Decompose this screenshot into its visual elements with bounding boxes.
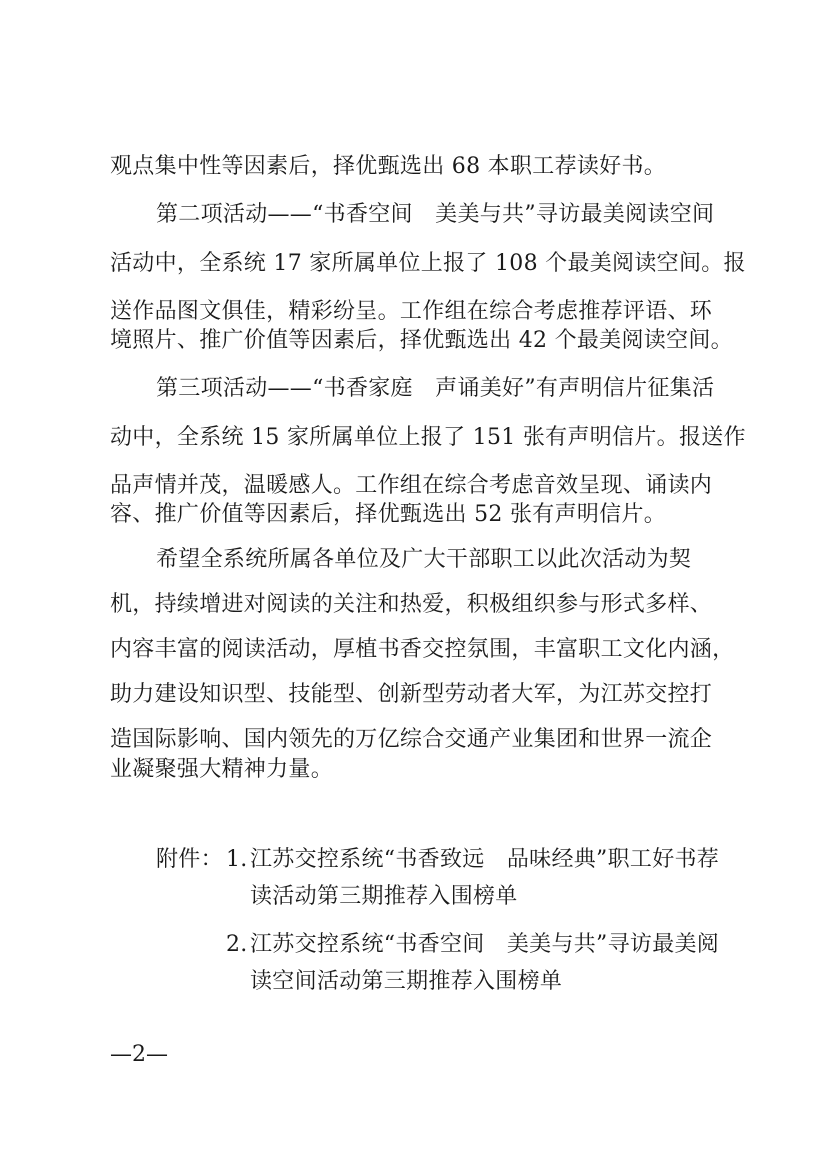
paragraph-line: 内容丰富的阅读活动，厚植书香交控氛围，丰富职工文化内涵， (110, 637, 735, 662)
attachment-number: 1. (226, 847, 248, 872)
paragraph-line: 活动中，全系统 17 家所属单位上报了 108 个最美阅读空间。报 (110, 251, 746, 276)
paragraph-line: 境照片、推广价值等因素后，择优甄选出 42 个最美阅读空间。 (110, 328, 733, 353)
paragraph-line: 造国际影响、国内领先的万亿综合交通产业集团和世界一流企 (110, 727, 713, 752)
paragraph-line: 机，持续增进对阅读的关注和热爱，积极组织参与形式多样、 (110, 592, 713, 617)
paragraph-line: 第二项活动——“书香空间 美美与共”寻访最美阅读空间 (156, 202, 715, 227)
paragraph-line: 希望全系统所属各单位及广大干部职工以此次活动为契 (156, 547, 692, 572)
paragraph-line: 第三项活动——“书香家庭 声诵美好”有声明信片征集活 (156, 376, 715, 401)
paragraph-line: 助力建设知识型、技能型、创新型劳动者大军，为江苏交控打 (110, 682, 713, 707)
paragraph-line: 业凝聚强大精神力量。 (110, 757, 334, 782)
attachment-title-line: 读活动第三期推荐入围榜单 (250, 884, 518, 909)
page-number: —2— (110, 1042, 168, 1067)
attachments-label: 附件： (156, 847, 223, 872)
attachment-title-line: 读空间活动第三期推荐入围榜单 (250, 969, 563, 994)
paragraph-line: 动中，全系统 15 家所属单位上报了 151 张有声明信片。报送作 (110, 425, 746, 450)
paragraph-line: 观点集中性等因素后，择优甄选出 68 本职工荐读好书。 (110, 154, 667, 179)
attachment-number: 2. (226, 932, 248, 957)
attachment-title-line: 江苏交控系统“书香空间 美美与共”寻访最美阅 (250, 932, 720, 957)
attachment-title-line: 江苏交控系统“书香致远 品味经典”职工好书荐 (250, 847, 720, 872)
paragraph-line: 送作品图文俱佳，精彩纷呈。工作组在综合考虑推荐评语、环 (110, 299, 713, 324)
paragraph-line: 品声情并茂，温暖感人。工作组在综合考虑音效呈现、诵读内 (110, 473, 713, 498)
paragraph-line: 容、推广价值等因素后，择优甄选出 52 张有声明信片。 (110, 502, 667, 527)
